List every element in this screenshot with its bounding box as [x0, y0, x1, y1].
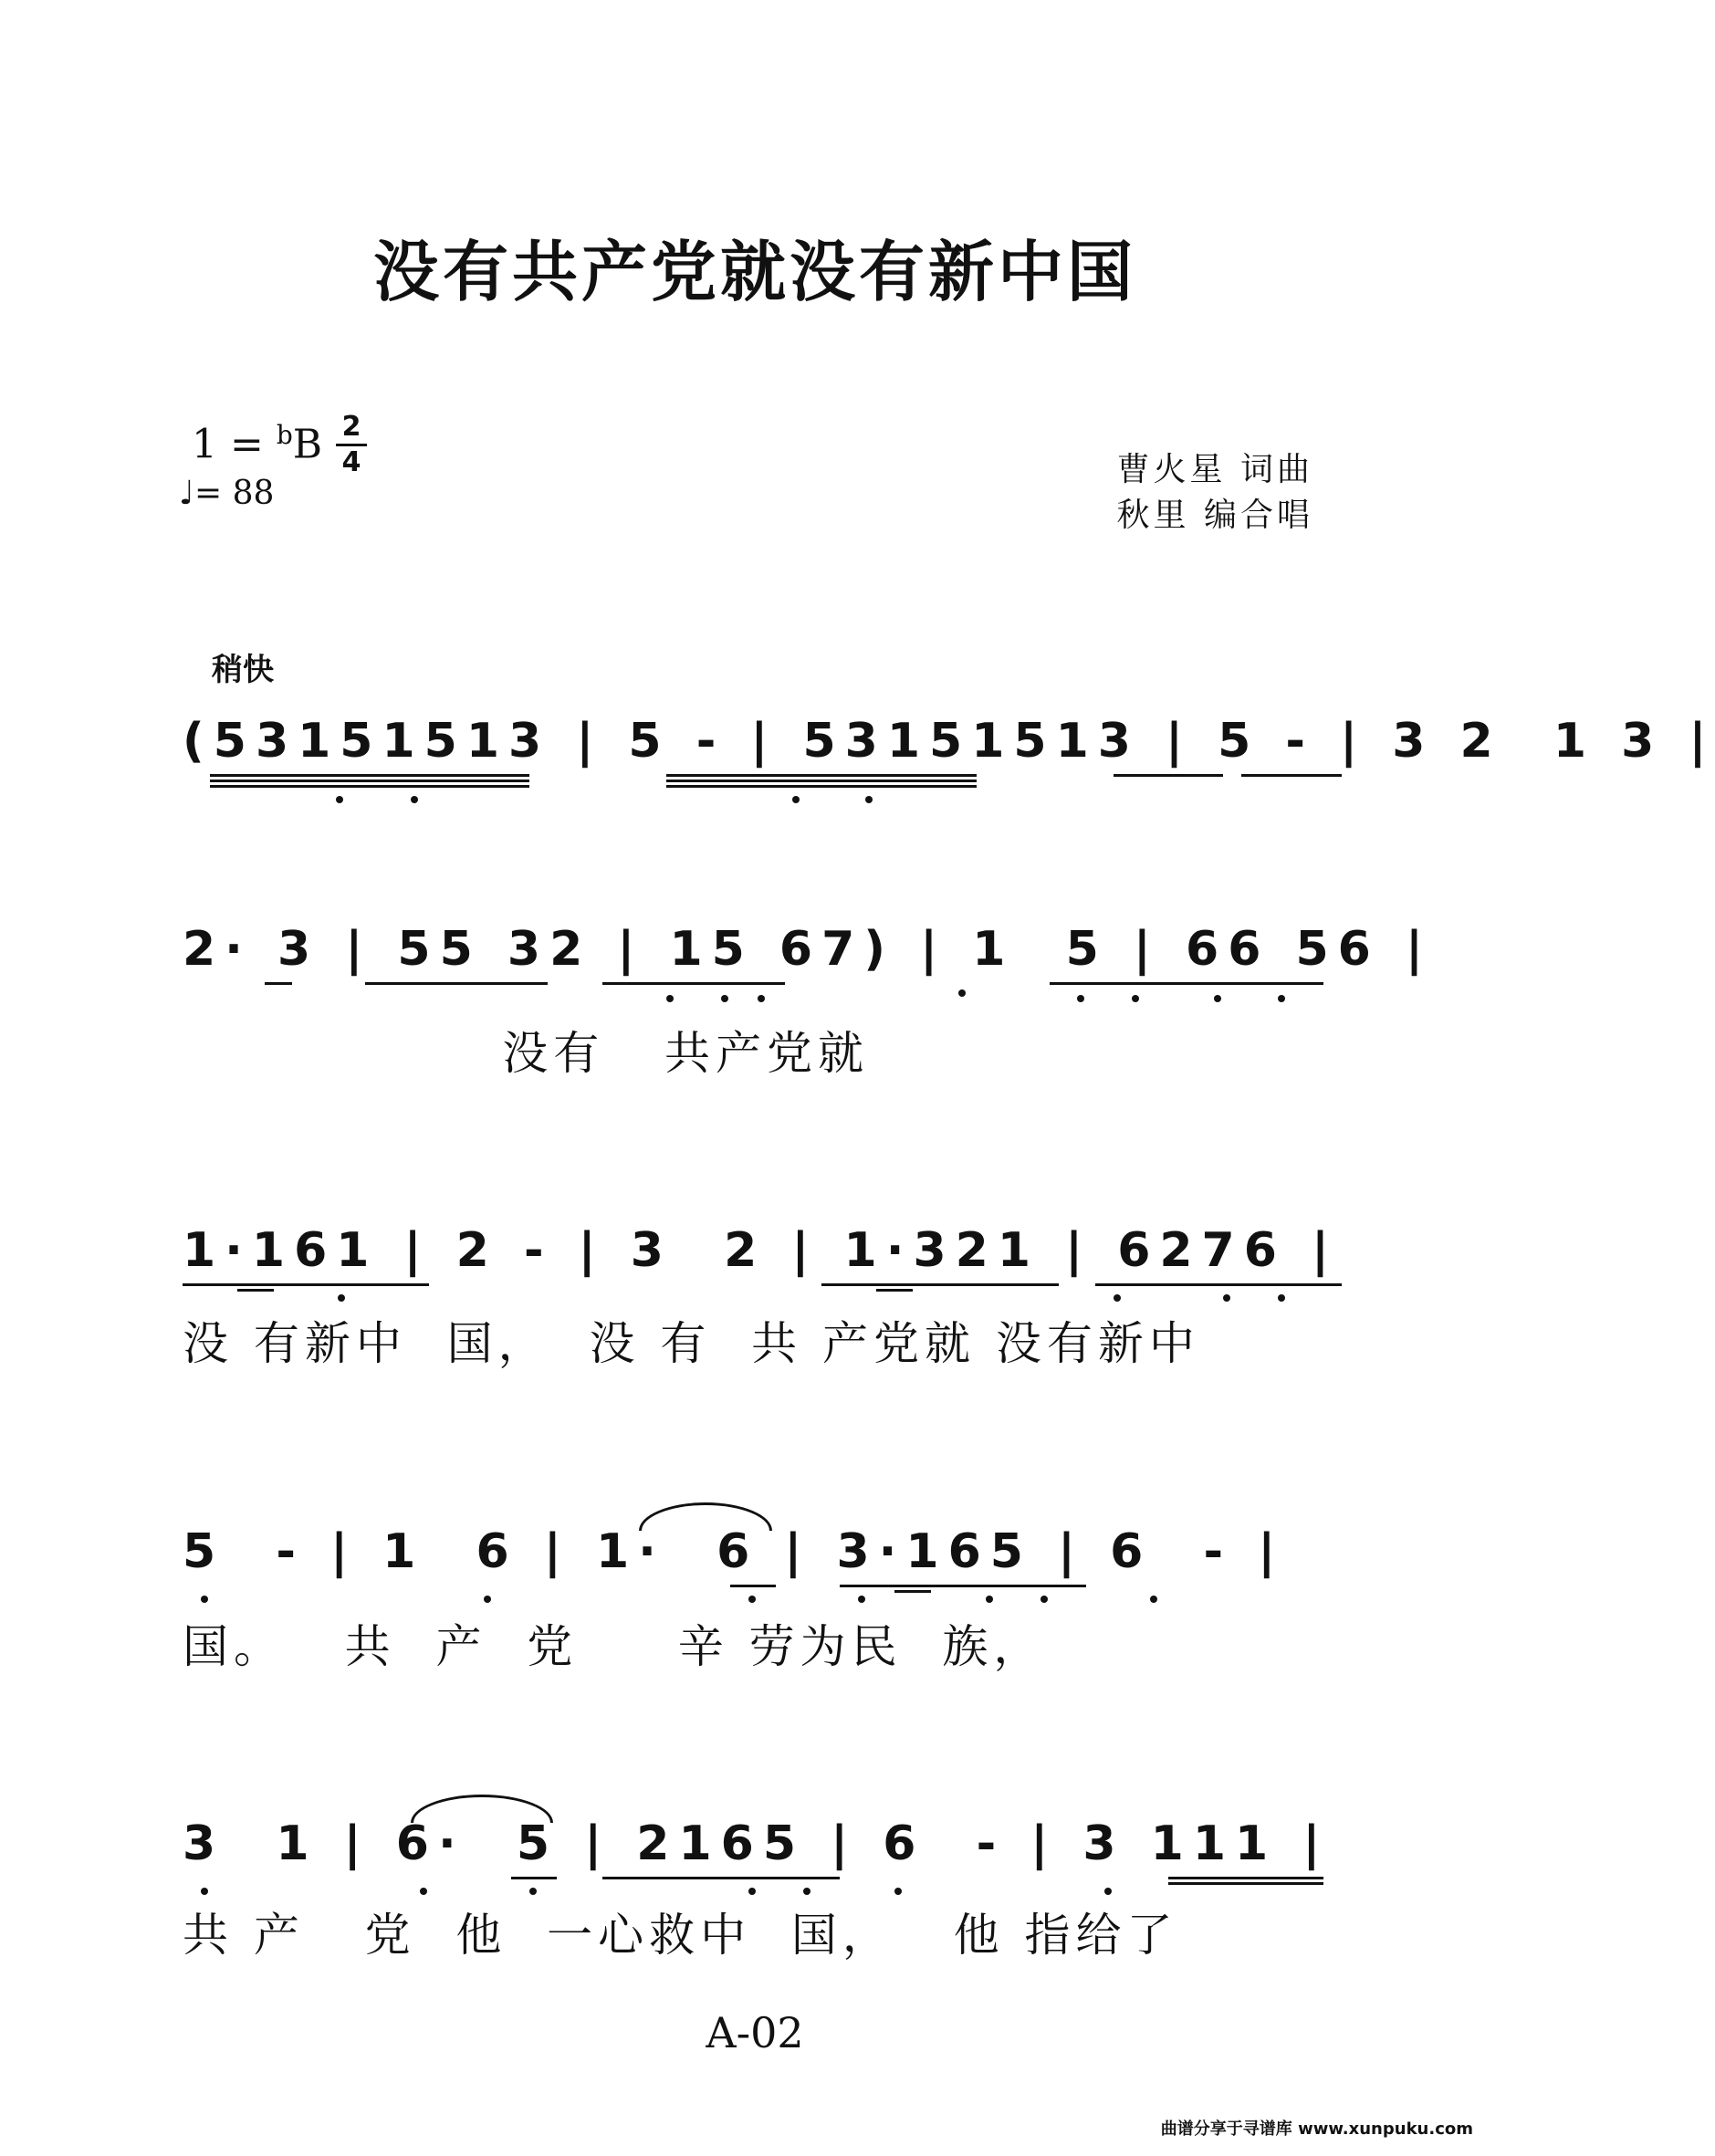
octave-dot: [529, 1888, 537, 1895]
underline: [894, 1590, 931, 1593]
underline: [602, 1877, 840, 1879]
octave-dot: [1104, 1888, 1112, 1895]
octave-dot: [1150, 1596, 1157, 1603]
underline: [666, 780, 977, 782]
system-2-notes: 2· 3 | 55 32 | 15 67) | 1 5 | 66 56 |: [183, 922, 1432, 977]
underline: [876, 1289, 913, 1292]
octave-dot: [666, 995, 674, 1002]
underline: [1168, 1877, 1323, 1879]
system-2-lyrics: 没有 共产党就: [183, 1027, 869, 1080]
octave-dot: [748, 1888, 756, 1895]
octave-dot: [1132, 995, 1139, 1002]
lyricist-composer: 曹火星 词曲: [1116, 451, 1313, 488]
underline: [666, 774, 977, 777]
underline: [821, 1283, 1059, 1286]
time-signature-top: 2: [341, 411, 361, 443]
system-1-notes: (53151513 | 5 - | 53151513 | 5 - | 3 2 1 3 |: [183, 714, 1715, 769]
underline: [840, 1585, 1086, 1587]
underline: [1114, 774, 1223, 777]
tempo-marking: ♩= 88: [179, 475, 275, 512]
music-system-3: [183, 1223, 1342, 1314]
octave-dot: [411, 796, 418, 803]
time-signature: [336, 413, 367, 477]
octave-dot: [1041, 1596, 1048, 1603]
underline: [730, 1585, 776, 1587]
octave-dot: [758, 995, 765, 1002]
song-title: 没有共产党就没有新中国: [372, 234, 1136, 310]
octave-dot: [1278, 995, 1285, 1002]
octave-dot: [1214, 995, 1221, 1002]
octave-dot: [803, 1888, 810, 1895]
octave-dot: [1278, 1294, 1285, 1302]
octave-dot: [484, 1596, 491, 1603]
octave-dot: [201, 1888, 208, 1895]
underline: [666, 785, 977, 788]
octave-dot: [420, 1888, 427, 1895]
arranger: 秋里 编合唱: [1116, 497, 1313, 534]
underline: [210, 785, 529, 788]
key-signature: [192, 420, 322, 468]
octave-dot: [201, 1596, 208, 1603]
system-4-lyrics: 国。 共 产 党 辛 劳为民 族，: [183, 1620, 1045, 1673]
system-3-notes: 1·161 | 2 - | 3 2 | 1·321 | 6276 |: [183, 1223, 1339, 1278]
time-signature-bottom: 4: [341, 446, 361, 478]
octave-dot: [1223, 1294, 1230, 1302]
octave-dot: [721, 995, 728, 1002]
octave-dot: [338, 1294, 345, 1302]
underline: [210, 780, 529, 782]
underline: [1241, 774, 1342, 777]
octave-dot: [1114, 1294, 1121, 1302]
system-5-lyrics: 共 产 党 他 一心救中 国， 他 指给了: [183, 1909, 1178, 1962]
system-5-notes: 3 1 | 6· 5 | 2165 | 6 - | 3 111 |: [183, 1816, 1330, 1871]
octave-dot: [865, 796, 873, 803]
underline: [1168, 1882, 1323, 1885]
system-3-lyrics: 没 有新中 国， 没 有 共 产党就 没有新中: [183, 1317, 1200, 1370]
music-system-1: [183, 714, 1715, 805]
underline: [602, 982, 785, 985]
octave-dot: [858, 1596, 865, 1603]
music-system-5: [183, 1816, 1342, 1908]
credits: [1117, 447, 1313, 539]
underline: [1095, 1283, 1342, 1286]
octave-dot: [1077, 995, 1084, 1002]
key-prefix: 1 =: [192, 421, 277, 468]
octave-dot: [986, 1596, 993, 1603]
key-note: B: [292, 421, 323, 468]
underline: [210, 774, 529, 777]
octave-dot: [792, 796, 800, 803]
octave-dot: [336, 796, 343, 803]
octave-dot: [748, 1596, 756, 1603]
underline: [365, 982, 548, 985]
page-number: A-02: [706, 2008, 804, 2057]
source-footer: 曲谱分享于寻谱库 www.xunpuku.com: [1160, 2119, 1473, 2139]
system-4-notes: 5 - | 1 6 | 1· 6 | 3·165 | 6 - |: [183, 1524, 1285, 1579]
music-system-4: [183, 1524, 1342, 1616]
underline: [183, 1283, 429, 1286]
underline: [265, 982, 292, 985]
octave-dot: [894, 1888, 902, 1895]
expression-marking: 稍快: [212, 652, 274, 688]
flat-sign: b: [276, 420, 293, 450]
music-system-2: [183, 922, 1432, 1013]
underline: [237, 1289, 274, 1292]
underline: [1050, 982, 1323, 985]
octave-dot: [958, 989, 966, 997]
underline: [511, 1877, 557, 1879]
